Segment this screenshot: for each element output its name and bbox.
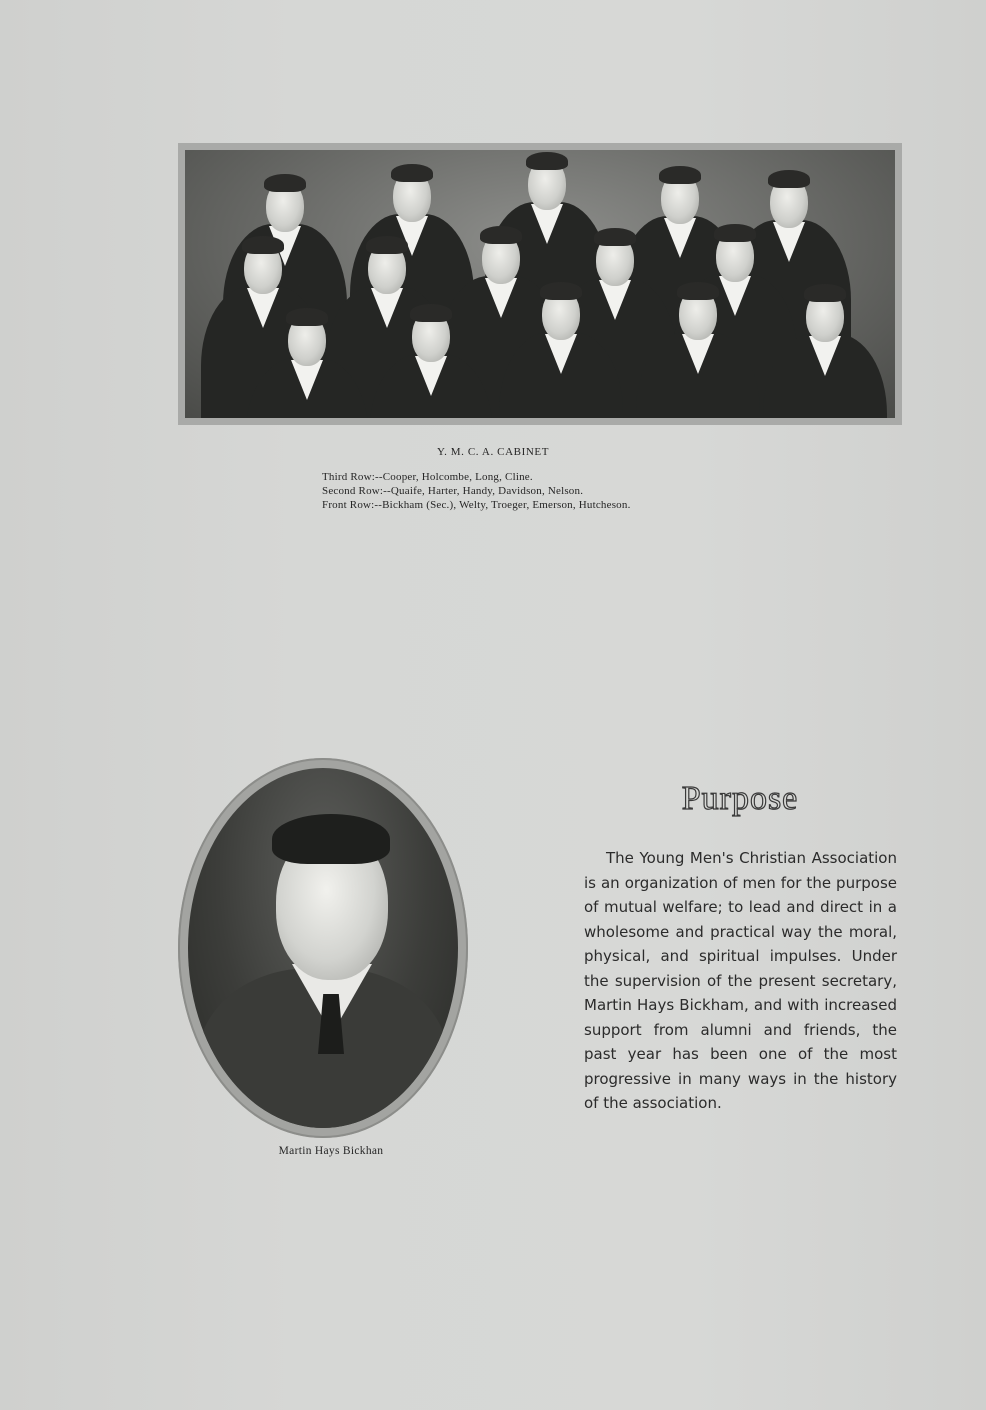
group-photo — [178, 143, 902, 425]
caption-row-third: Third Row:--Cooper, Holcombe, Long, Cline. — [322, 471, 533, 483]
portrait-photo — [188, 768, 458, 1128]
caption-row-second: Second Row:--Quaife, Harter, Handy, Davidson, Nelson. — [322, 485, 584, 497]
purpose-paragraph: The Young Men's Christian Association is an organization of men for the purpose of mutual welfare; to lead and direct in a wholesome and practical way the moral, physical, and spiritual impulses. Under the supervision of the present secretary, Martin Hays Bickham, and with increased support from alumni and friends, the past year has been one of the most progressive in many ways in the history of the association. — [584, 849, 897, 1112]
caption-row-front: Front Row:--Bickham (Sec.), Welty, Troeger, Emerson, Hutcheson. — [322, 499, 631, 511]
group-photo-image — [185, 150, 895, 418]
portrait-oval-frame — [178, 758, 468, 1138]
section-heading: Purpose — [681, 780, 799, 817]
group-photo-title: Y. M. C. A. CABINET — [436, 446, 550, 458]
purpose-paragraph-block — [584, 846, 897, 1116]
portrait-caption: Martin Hays Bickhan — [278, 1145, 384, 1157]
group-photo-caption — [322, 470, 631, 512]
